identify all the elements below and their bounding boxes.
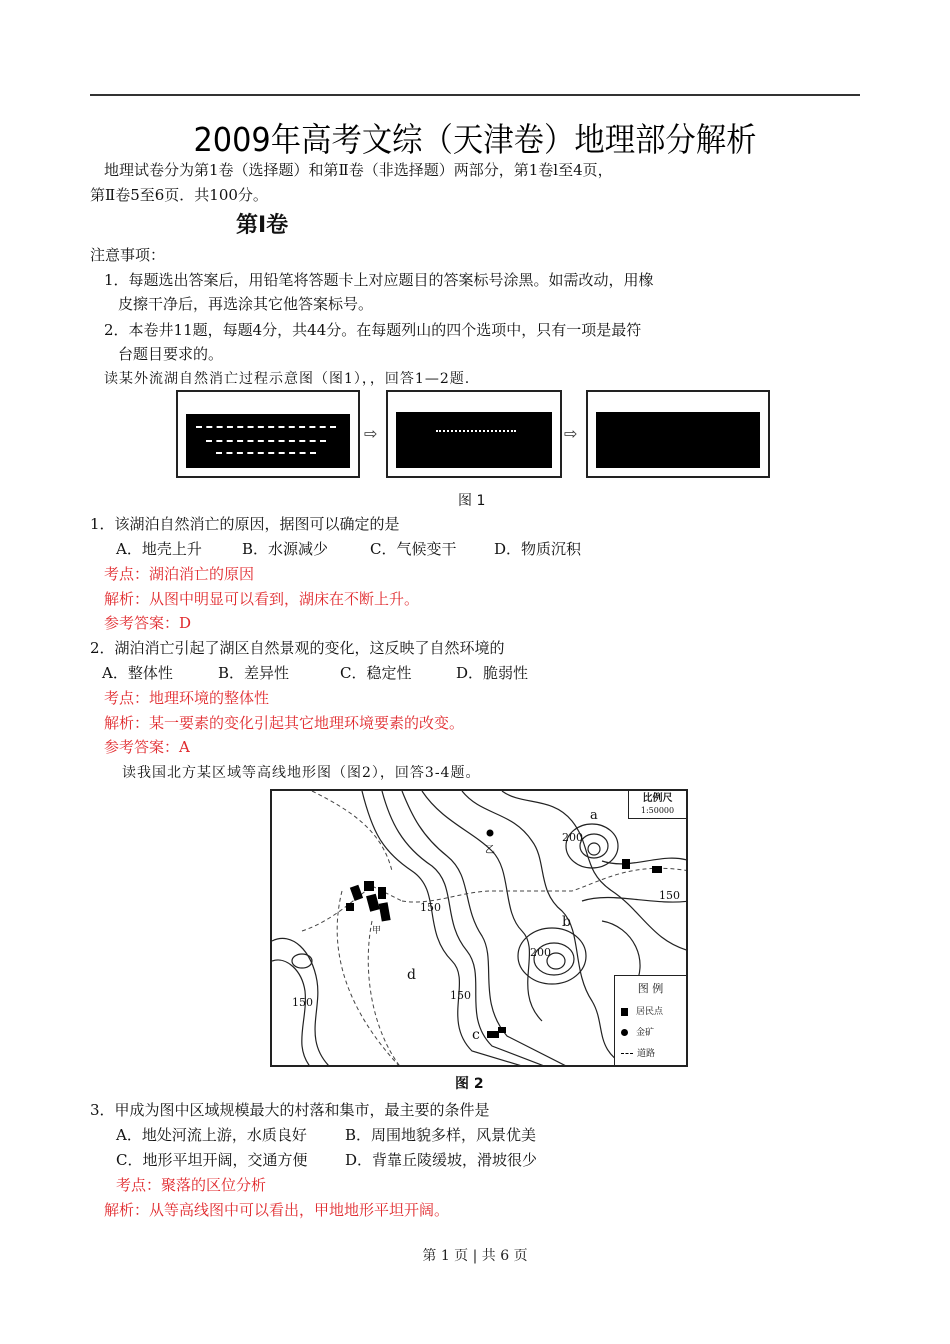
legend-title: 图 例 bbox=[637, 982, 664, 995]
question-3-options-row-1 bbox=[116, 1125, 536, 1145]
note-1-line-2: 皮擦干净后，再选涂其它他答案标号。 bbox=[118, 295, 374, 313]
question-3-options-row-2 bbox=[116, 1150, 537, 1170]
figure1-lake-process bbox=[176, 390, 786, 485]
question-1-options bbox=[116, 539, 581, 559]
contour-label-150-southwest: 150 bbox=[292, 996, 313, 1009]
document-title: 2009年高考文综（天津卷）地理部分解析 bbox=[193, 120, 757, 159]
legend-item-gold-mine: 金矿 bbox=[621, 1025, 680, 1038]
point-jia-label: 甲 bbox=[372, 926, 382, 936]
contour-label-200-south: 200 bbox=[530, 946, 551, 959]
note-2-line-1: 2．本卷井11题，每题4分，共44分。在每题列山的四个选项中，只有一项是最符 bbox=[104, 321, 642, 339]
option-b[interactable]: B．周围地貌多样，风景优美 bbox=[345, 1126, 537, 1144]
option-b[interactable]: B．差异性 bbox=[218, 664, 290, 682]
point-b-label: b bbox=[562, 914, 571, 930]
note-1-line-1: 1．每题选出答案后，用铅笔将答题卡上对应题目的答案标号涂黑。如需改动，用橡 bbox=[104, 271, 654, 289]
option-d[interactable]: D．脆弱性 bbox=[456, 664, 529, 682]
option-d[interactable]: D．背靠丘陵缓坡，滑坡很少 bbox=[345, 1151, 538, 1169]
option-c[interactable]: C．稳定性 bbox=[340, 664, 412, 682]
option-d[interactable]: D．物质沉积 bbox=[494, 540, 582, 558]
gold-mine-icon bbox=[621, 1029, 628, 1036]
option-a[interactable]: A．地处河流上游，水质良好 bbox=[116, 1126, 307, 1144]
arrow-icon: ⇨ bbox=[564, 424, 578, 443]
legend-item-settlement: 居民点 bbox=[621, 1004, 680, 1017]
point-yi-label: 乙 bbox=[485, 845, 495, 856]
question-1-kaodian: 考点：湖泊消亡的原因 bbox=[104, 565, 255, 583]
figure1-prompt: 读某外流湖自然消亡过程示意图（图1），，回答1—2题. bbox=[104, 371, 471, 387]
map-legend bbox=[614, 975, 686, 1065]
intro-line-2: 第Ⅱ卷5至6页．共100分。 bbox=[90, 186, 268, 204]
scale-label: 比例尺 bbox=[642, 793, 673, 804]
lake-stage-3-image bbox=[586, 390, 770, 478]
figure1-caption: 图 1 bbox=[458, 493, 486, 509]
page-footer: 第 1 页 | 共 6 页 bbox=[422, 1248, 528, 1264]
question-2-stem: 2．湖泊消亡引起了湖区自然景观的变化，这反映了自然环境的 bbox=[90, 639, 505, 657]
question-2-jiexi: 解析：某一要素的变化引起其它地理环境要素的改变。 bbox=[104, 714, 465, 732]
point-d-label: d bbox=[407, 967, 416, 983]
question-1-stem: 1．该湖泊自然消亡的原因，据图可以确定的是 bbox=[90, 515, 400, 533]
question-2-kaodian: 考点：地理环境的整体性 bbox=[104, 689, 270, 707]
option-c[interactable]: C．地形平坦开阔，交通方便 bbox=[116, 1151, 308, 1169]
contour-label-200-north: 200 bbox=[562, 831, 583, 844]
question-1-jiexi: 解析：从图中明显可以看到，湖床在不断上升。 bbox=[104, 590, 420, 608]
figure2-caption: 图 2 bbox=[455, 1076, 484, 1092]
lake-stage-2-image bbox=[386, 390, 562, 478]
note-2-line-2: 台题目要求的。 bbox=[118, 345, 224, 363]
point-c-label: c bbox=[472, 1027, 480, 1043]
option-a[interactable]: A．整体性 bbox=[102, 664, 173, 682]
option-a[interactable]: A．地壳上升 bbox=[116, 540, 202, 558]
header-rule bbox=[90, 94, 860, 96]
lake-stage-1-image bbox=[176, 390, 360, 478]
question-2-answer: 参考答案：A bbox=[104, 738, 190, 756]
question-2-options bbox=[102, 663, 528, 683]
figure2-contour-map bbox=[270, 789, 688, 1067]
notes-heading: 注意事项： bbox=[90, 246, 166, 264]
figure2-prompt: 读我国北方某区域等高线地形图（图2），回答3-4题。 bbox=[122, 765, 481, 781]
legend-item-road: 道路 bbox=[621, 1046, 680, 1059]
question-1-answer: 参考答案：D bbox=[104, 614, 192, 632]
scale-box bbox=[628, 791, 686, 819]
point-a-label: a bbox=[590, 808, 598, 823]
scale-value: 1:50000 bbox=[640, 806, 675, 815]
contour-label-150-south: 150 bbox=[450, 989, 471, 1002]
intro-line-1: 地理试卷分为第1卷（选择题）和第Ⅱ卷（非选择题）两部分，第1卷l至4页， bbox=[104, 161, 613, 179]
option-b[interactable]: B．水源减少 bbox=[242, 540, 329, 558]
option-c[interactable]: C．气候变干 bbox=[370, 540, 457, 558]
question-3-jiexi: 解析：从等高线图中可以看出，甲地地形平坦开阔。 bbox=[104, 1201, 450, 1219]
question-3-stem: 3．甲成为图中区域规模最大的村落和集市，最主要的条件是 bbox=[90, 1101, 490, 1119]
contour-label-150-west: 150 bbox=[420, 901, 441, 914]
section-heading: 第Ⅰ卷 bbox=[236, 213, 289, 238]
arrow-icon: ⇨ bbox=[364, 424, 378, 443]
road-icon bbox=[621, 1053, 633, 1054]
contour-label-150-east: 150 bbox=[659, 889, 680, 902]
question-3-kaodian: 考点：聚落的区位分析 bbox=[116, 1176, 267, 1194]
settlement-icon bbox=[621, 1008, 628, 1016]
